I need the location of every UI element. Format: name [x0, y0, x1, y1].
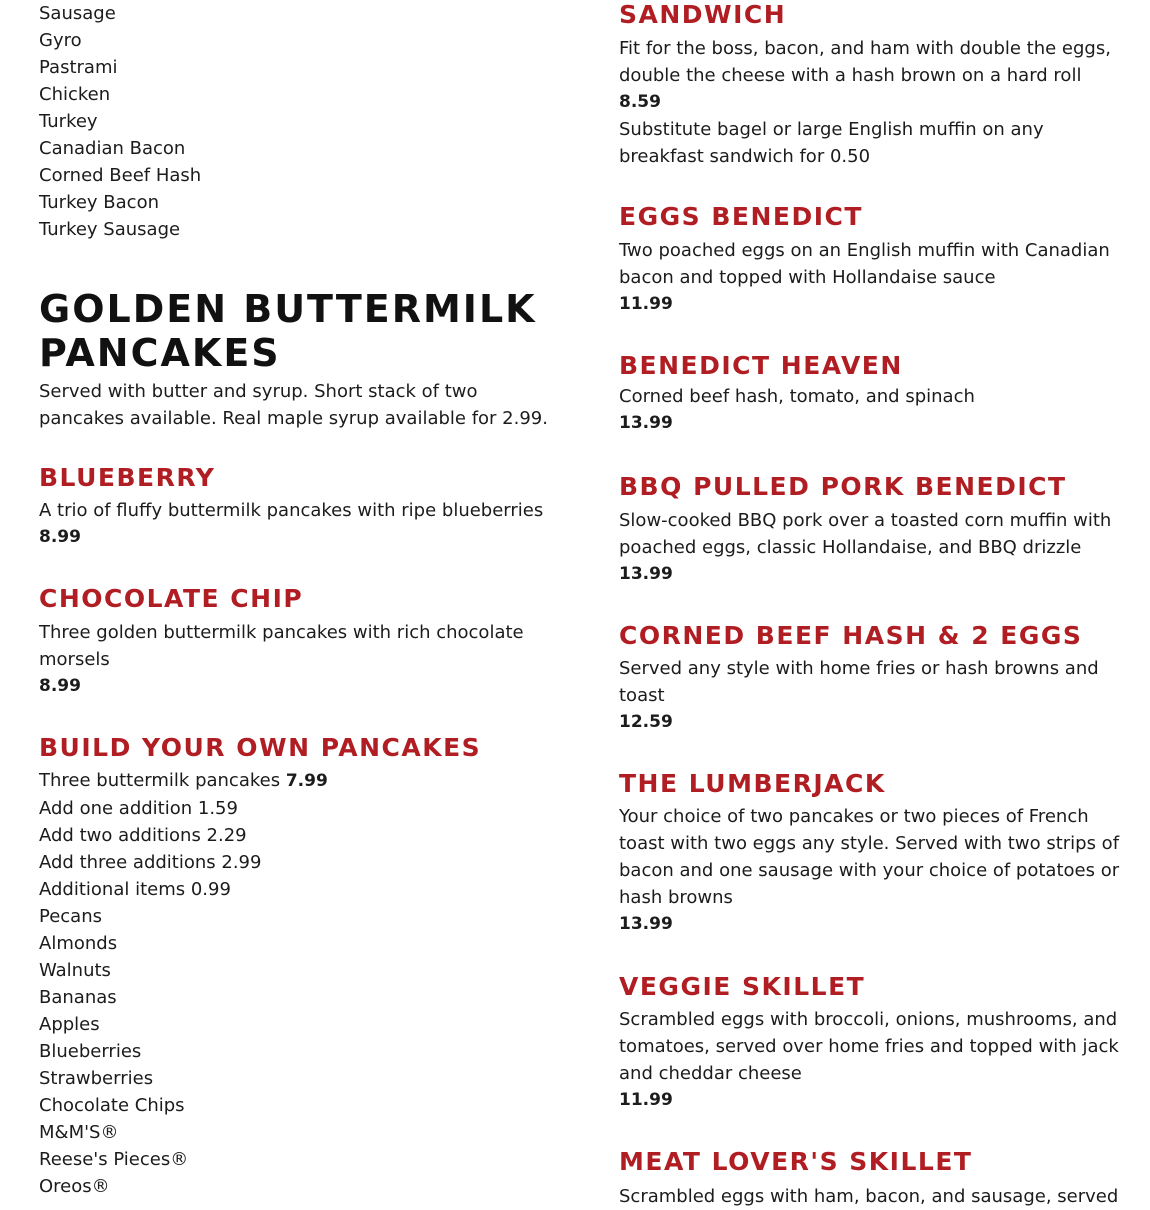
menu-item-sandwich — [619, 0, 1129, 170]
base-price: 7.99 — [285, 771, 328, 791]
list-item: Turkey Bacon — [39, 192, 159, 213]
item-description: Served any style with home fries or hash browns and toast — [619, 658, 1099, 706]
item-title: MEAT LOVER'S SKILLET — [619, 1147, 973, 1176]
menu-item-veggie-skillet — [619, 972, 1129, 1114]
list-item: Chicken — [39, 84, 111, 105]
list-item: Turkey Sausage — [39, 219, 181, 240]
item-price: 8.99 — [39, 527, 81, 547]
menu-item-lumberjack — [619, 769, 1129, 938]
item-description: Slow-cooked BBQ pork over a toasted corn muffin with poached eggs, classic Hollandaise, and BBQ drizzle — [619, 510, 1112, 558]
item-title: VEGGIE SKILLET — [619, 972, 866, 1001]
list-item: Sausage — [39, 3, 116, 24]
item-description: Two poached eggs on an English muffin with Canadian bacon and topped with Hollandaise sauce — [619, 240, 1110, 288]
item-price: 13.99 — [619, 413, 673, 433]
item-price: 13.99 — [619, 564, 673, 584]
list-item: Corned Beef Hash — [39, 165, 202, 186]
list-item: Turkey — [39, 111, 98, 132]
item-note: Substitute bagel or large English muffin on any breakfast sandwich for 0.50 — [619, 119, 1044, 167]
addition-option: Additional items 0.99 — [39, 879, 231, 900]
item-price: 12.59 — [619, 712, 673, 732]
item-title: CHOCOLATE CHIP — [39, 584, 304, 613]
topping-item: Apples — [39, 1014, 100, 1035]
menu-item-bbq-benedict — [619, 472, 1129, 588]
item-description: A trio of fluffy buttermilk pancakes with ripe blueberries — [39, 500, 544, 521]
topping-item: Pecans — [39, 906, 102, 927]
item-description: Fit for the boss, bacon, and ham with double the eggs, double the cheese with a hash brown on a hard roll — [619, 38, 1111, 86]
topping-item: Bananas — [39, 987, 117, 1008]
section-description: Served with butter and syrup. Short stack of two pancakes available. Real maple syrup available for 2.99. — [39, 381, 548, 429]
addition-option: Add one addition 1.59 — [39, 798, 238, 819]
menu-item-benedict-heaven — [619, 351, 1129, 437]
item-description: Scrambled eggs with ham, bacon, and sausage, served — [619, 1186, 1119, 1207]
item-title: EGGS BENEDICT — [619, 202, 863, 231]
list-item: Gyro — [39, 30, 82, 51]
item-title: BENEDICT HEAVEN — [619, 351, 903, 380]
topping-item: Oreos® — [39, 1176, 110, 1197]
addition-option: Add two additions 2.29 — [39, 825, 247, 846]
item-price: 11.99 — [619, 1090, 673, 1110]
item-title: SANDWICH — [619, 0, 787, 29]
menu-item-corned-beef-hash — [619, 621, 1129, 736]
item-title: BUILD YOUR OWN PANCAKES — [39, 733, 482, 762]
menu-item-build-your-own — [39, 733, 579, 1200]
section-title: GOLDEN BUTTERMILK PANCAKES — [39, 287, 537, 375]
topping-item: Almonds — [39, 933, 118, 954]
base-text: Three buttermilk pancakes — [39, 770, 281, 791]
item-price: 13.99 — [619, 914, 673, 934]
topping-item: Walnuts — [39, 960, 111, 981]
base-option — [39, 767, 579, 795]
item-price: 8.99 — [39, 676, 81, 696]
topping-item: Reese's Pieces® — [39, 1149, 189, 1170]
topping-item: M&M'S® — [39, 1122, 119, 1143]
item-price: 8.59 — [619, 92, 661, 112]
menu-item-meat-lovers-skillet — [619, 1147, 1129, 1210]
meat-list — [39, 0, 579, 243]
item-title: BBQ PULLED PORK BENEDICT — [619, 472, 1067, 501]
item-price: 11.99 — [619, 294, 673, 314]
item-description: Three golden buttermilk pancakes with rich chocolate morsels — [39, 622, 524, 670]
menu-item-eggs-benedict — [619, 202, 1129, 318]
list-item: Canadian Bacon — [39, 138, 186, 159]
topping-item: Blueberries — [39, 1041, 142, 1062]
topping-item: Chocolate Chips — [39, 1095, 185, 1116]
menu-item-chocolate-chip — [39, 584, 579, 700]
addition-option: Add three additions 2.99 — [39, 852, 262, 873]
item-title: BLUEBERRY — [39, 463, 216, 492]
item-description: Corned beef hash, tomato, and spinach — [619, 386, 975, 407]
item-description: Your choice of two pancakes or two pieces of French toast with two eggs any style. Served with two strips of bacon and one sausage with your choice of potatoes or hash browns — [619, 806, 1120, 908]
topping-item: Strawberries — [39, 1068, 154, 1089]
item-title: THE LUMBERJACK — [619, 769, 886, 798]
item-title: CORNED BEEF HASH & 2 EGGS — [619, 621, 1083, 650]
menu-item-blueberry — [39, 463, 579, 551]
item-description: Scrambled eggs with broccoli, onions, mushrooms, and tomatoes, served over home fries and topped with jack and cheddar cheese — [619, 1009, 1119, 1084]
list-item: Pastrami — [39, 57, 118, 78]
